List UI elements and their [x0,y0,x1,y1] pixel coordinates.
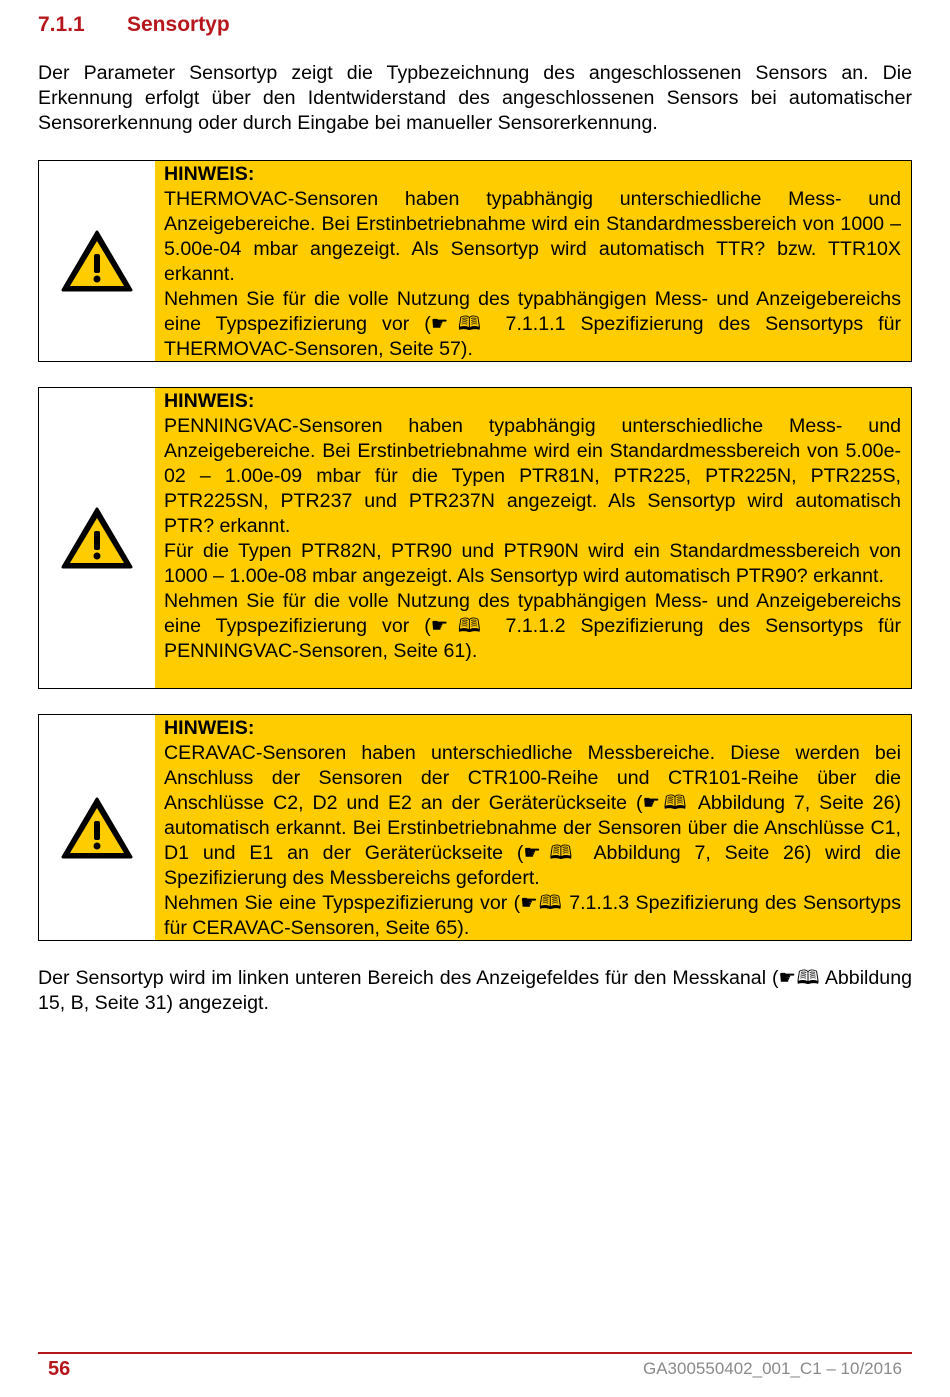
notice-penningvac [38,387,912,689]
warning-icon [39,715,155,940]
cross-reference-icon: ☛🕮 [523,842,581,864]
cross-reference-link[interactable]: 7.1.1.2 Spezifizierung des Sensortyps für PENNINGVAC-Sensoren, Seite 61). [164,615,901,662]
footer-divider [38,1352,912,1354]
notice-text [155,715,911,940]
notice-text [155,388,911,688]
notice-text [155,161,911,361]
notice-action: Nehmen Sie eine Typspezifizierung vor (☛🕮 7.1.1.3 Spezifizierung des Sensortyps für CERAVAC-Sensoren, Seite 65). [164,892,901,939]
cross-reference-icon: ☛🕮 [520,892,563,914]
cross-reference-icon: ☛🕮 [430,313,491,335]
notice-body: PENNINGVAC-Sensoren haben typabhängig unterschiedliche Mess- und Anzeigebereiche. Bei Erstinbetriebnahme wird ein Standardmessbereich von 5.00e-02 – 1.00e-09 mbar für die Typen PTR81N, PTR225, PTR225N, PTR225S, PTR225SN, PTR237 und PTR237N angezeigt. Als Sensortyp wird automatisch PTR? erkannt. [164,415,901,537]
section-number: 7.1.1 [38,13,85,36]
warning-icon [39,161,155,361]
notice-title: HINWEIS: [164,390,255,412]
cross-reference-icon: ☛🕮 [778,967,821,989]
cross-reference-icon: ☛🕮 [430,615,491,637]
document-id: GA300550402_001_C1 – 10/2016 [642,1359,902,1378]
section-title: Sensortyp [127,13,230,36]
cross-reference-link[interactable]: 7.1.1.3 Spezifizierung des Sensortyps für CERAVAC-Sensoren, Seite 65). [164,892,901,939]
cross-reference-link[interactable]: Abbildung 7, Seite 26) automatisch erkannt. Bei Erstinbetriebnahme der Sensoren über die Anschlüsse C1, D1 und E1 an der Geräterückseite ( [164,792,901,864]
notice-ceravac [38,714,912,941]
cross-reference-link[interactable]: Abbildung 15, B, Seite 31) angezeigt. [38,967,912,1014]
page-number: 56 [48,1358,71,1380]
notice-body: THERMOVAC-Sensoren haben typabhängig unterschiedliche Mess- und Anzeigebereiche. Bei Erstinbetriebnahme wird ein Standardmessbereich von 1000 – 5.00e-04 mbar angezeigt. Als Sensortyp wird automatisch TTR? bzw. TTR10X erkannt. [164,188,901,285]
section-heading [38,13,230,37]
cross-reference-link[interactable]: Abbildung 7, Seite 26) wird die Spezifizierung des Messbereichs gefordert. [164,842,902,889]
intro-paragraph: Der Parameter Sensortyp zeigt die Typbezeichnung des angeschlossenen Sensors an. Die Erkennung erfolgt über den Identwiderstand des angeschlossenen Sensors bei automatischer Sensorerkennung oder durch Eingabe bei manueller Sensorerkennung. [38,62,912,134]
notice-thermovac [38,160,912,362]
cross-reference-link[interactable]: 7.1.1.1 Spezifizierung des Sensortyps für THERMOVAC-Sensoren, Seite 57). [164,313,901,360]
notice-body: CERAVAC-Sensoren haben unterschiedliche Messbereiche. Diese werden bei Anschluss der Sensoren der CTR100-Reihe und CTR101-Reihe über die Anschlüsse C2, D2 und E2 an der Geräterückseite (☛🕮 Abbildung 7, Seite 26) automatisch erkannt. Bei Erstinbetriebnahme der Sensoren über die Anschlüsse C1, D1 und E1 an der Geräterückseite (☛🕮 Abbildung 7, Seite 26) wird die Spezifizierung des Messbereichs gefordert. [164,742,902,889]
notice-body-2: Für die Typen PTR82N, PTR90 und PTR90N wird ein Standardmessbereich von 1000 – 1.00e-08 mbar angezeigt. Als Sensortyp wird automatisch PTR90? erkannt. [164,540,901,587]
notice-action: Nehmen Sie für die volle Nutzung des typabhängigen Mess- und Anzeigebereichs eine Typspezifizierung vor (☛🕮 7.1.1.2 Spezifizierung des Sensortyps für PENNINGVAC-Sensoren, Seite 61). [164,590,901,662]
cross-reference-icon: ☛🕮 [642,792,691,814]
closing-paragraph: Der Sensortyp wird im linken unteren Bereich des Anzeigefeldes für den Messkanal (☛🕮 Abbildung 15, B, Seite 31) angezeigt. [38,967,912,1014]
notice-title: HINWEIS: [164,163,255,185]
warning-icon [39,388,155,688]
notice-action: Nehmen Sie für die volle Nutzung des typabhängigen Mess- und Anzeigebereichs eine Typspezifizierung vor (☛🕮 7.1.1.1 Spezifizierung des Sensortyps für THERMOVAC-Sensoren, Seite 57). [164,288,901,360]
notice-title: HINWEIS: [164,717,255,739]
